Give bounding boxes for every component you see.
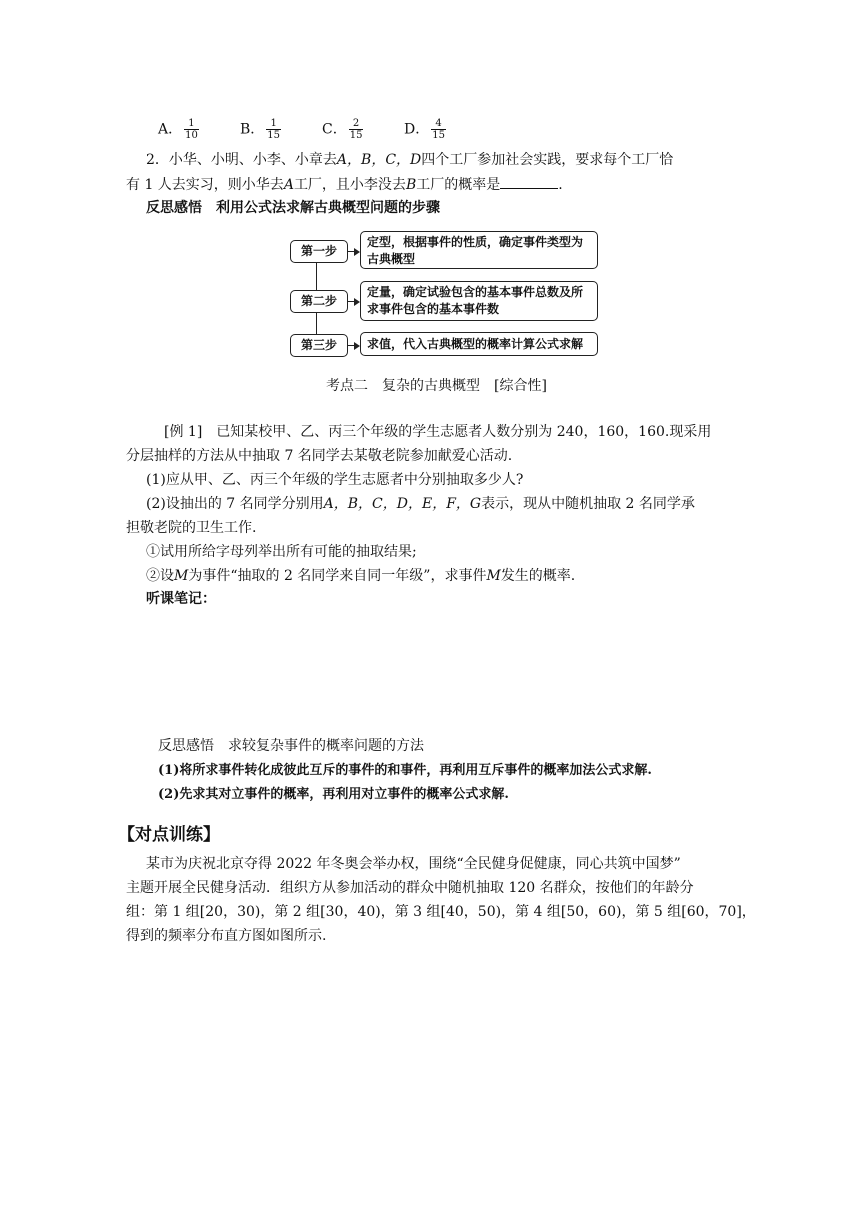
example-line-2: 分层抽样的方法从中抽取 7 名同学去某敬老院参加献爱心活动.: [126, 448, 513, 464]
training-line-4: 得到的频率分布直方图如图所示.: [126, 928, 327, 944]
text: ②设: [146, 568, 174, 584]
text: 四个工厂参加社会实践，要求每个工厂恰: [421, 152, 674, 168]
numerator: 1: [184, 118, 199, 130]
variable: B: [405, 177, 417, 193]
fraction: [431, 118, 446, 141]
numerator: 1: [266, 118, 281, 130]
text: 2．小华、小明、小李、小章去: [146, 152, 337, 168]
text: .: [558, 177, 563, 193]
option-a: [158, 118, 199, 141]
variables: A，B，C，D: [336, 152, 422, 168]
option-label: A．: [158, 121, 183, 138]
fraction: [349, 118, 364, 141]
option-c: [322, 118, 363, 141]
question-2-line-2: [126, 174, 563, 195]
flow-desc-2: 定量，确定试验包含的基本事件总数及所求事件包含的基本事件数: [360, 281, 598, 321]
question-2-line-1: [146, 150, 673, 170]
flow-desc-3: 求值，代入古典概型的概率计算公式求解: [360, 332, 598, 356]
example-line-5: 担敬老院的卫生工作.: [126, 520, 257, 536]
denominator: 15: [349, 130, 363, 141]
reflection-1-title: 反思感悟 利用公式法求解古典概型问题的步骤: [146, 200, 440, 216]
text: (2)设抽出的 7 名同学分别用: [146, 496, 324, 512]
flow-arrow: [348, 345, 358, 346]
training-line-1: 某市为庆祝北京夺得 2022 年冬奥会举办权，围绕“全民健身促健康，同心共筑中国梦”: [146, 856, 681, 872]
example-line-1: [例 1] 已知某校甲、乙、丙三个年级的学生志愿者人数分别为 240，160，160.现采用: [164, 424, 712, 440]
denominator: 15: [432, 130, 445, 141]
example-line-4: [146, 494, 695, 514]
option-label: D．: [404, 121, 430, 138]
option-b: [240, 118, 281, 141]
example-line-7: [146, 566, 575, 586]
option-label: C．: [322, 121, 347, 138]
reflection-2-point-1: (1)将所求事件转化成彼此互斥的事件的和事件，再利用互斥事件的概率加法公式求解.: [158, 763, 652, 778]
training-line-2: 主题开展全民健身活动．组织方从参加活动的群众中随机抽取 120 名群众，按他们的年龄分: [126, 880, 694, 896]
variables: A，B，C，D，E，F，G: [323, 496, 482, 512]
variable: M: [486, 568, 501, 584]
text: 工厂，且小李没去: [293, 177, 406, 193]
reflection-2-title: [158, 736, 424, 756]
denominator: 15: [267, 130, 281, 141]
option-label: B．: [240, 121, 265, 138]
text: 表示，现从中随机抽取 2 名同学承: [481, 496, 695, 512]
flow-step-2: 第二步: [290, 290, 348, 313]
numerator: 4: [431, 118, 446, 130]
training-heading: 【对点训练】: [118, 825, 220, 845]
notes-label: 听课笔记：: [146, 591, 216, 607]
fraction: [266, 118, 281, 141]
example-line-6: ①试用所给字母列举出所有可能的抽取结果;: [146, 544, 417, 560]
flow-step-3: 第三步: [290, 334, 348, 357]
flow-arrow: [348, 251, 358, 252]
fraction: [184, 118, 199, 141]
text: 为事件“抽取的 2 名同学来自同一年级”，求事件: [188, 568, 487, 584]
text: 反思感悟 求较复杂事件的概率问题的方法: [158, 738, 424, 754]
reflection-2-point-2: (2)先求其对立事件的概率，再利用对立事件的概率公式求解.: [158, 787, 509, 802]
flow-desc-1: 定型，根据事件的性质，确定事件类型为古典概型: [360, 231, 598, 269]
flow-arrow: [348, 301, 358, 302]
answer-blank[interactable]: [500, 174, 558, 189]
variable: A: [283, 177, 294, 193]
section-title: 考点二 复杂的古典概型 [综合性]: [326, 378, 547, 394]
variable: M: [174, 568, 189, 584]
text: 有 1 人去实习，则小华去: [126, 177, 284, 193]
text: 发生的概率.: [500, 568, 576, 584]
text: 工厂的概率是: [416, 177, 501, 193]
flow-step-1: 第一步: [290, 240, 348, 263]
option-d: [404, 118, 446, 141]
denominator: 10: [185, 130, 198, 141]
training-line-3: 组：第 1 组[20，30)，第 2 组[30，40)，第 3 组[40，50)，第 4 组[50，60)，第 5 组[60，70]，: [126, 904, 756, 920]
numerator: 2: [349, 118, 364, 130]
example-line-3: (1)应从甲、乙、丙三个年级的学生志愿者中分别抽取多少人?: [146, 472, 524, 488]
